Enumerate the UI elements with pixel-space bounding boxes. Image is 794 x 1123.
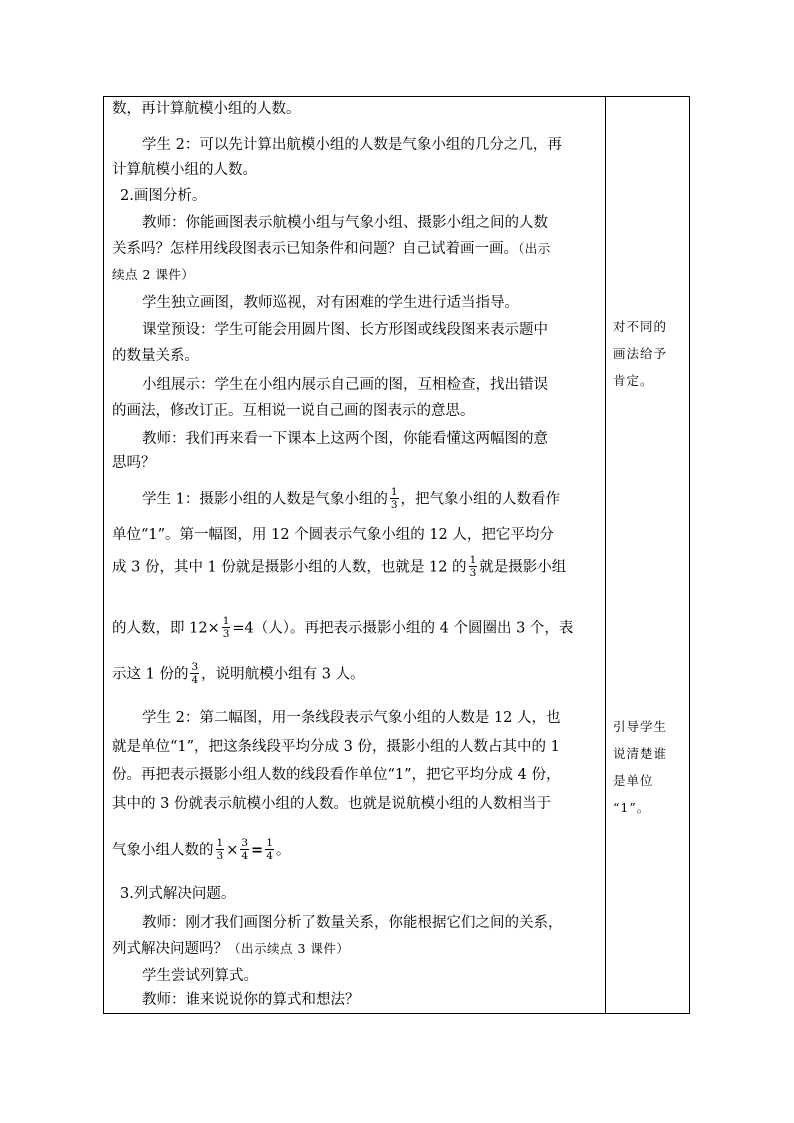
lesson-table — [103, 96, 690, 1014]
note-line: 对不同的 — [613, 319, 668, 334]
fraction-one-fourth: $\frac{1}{4}$ — [266, 837, 273, 862]
text-line — [112, 662, 365, 686]
fraction-one-third: $\frac{1}{3}$ — [469, 554, 477, 579]
text-line: 课堂预设：学生可能会用圆片图、长方形图或线段图来表示题中 — [142, 322, 548, 338]
text-span: （出示续点 3 课件） — [228, 941, 350, 956]
text-span: 的人数，即 12× — [112, 620, 220, 637]
text-span: 就是摄影小组 — [479, 559, 567, 576]
text-line: 份。再把表示摄影小组人数的线段看作单位“1”，把它平均分成 4 份， — [112, 767, 561, 783]
text-span: 学生 1：摄影小组的人数是气象小组的 — [142, 491, 388, 508]
times-sign: × — [226, 842, 239, 859]
text-line: 学生 2：可以先计算出航模小组的人数是气象小组的几分之几，再 — [142, 137, 562, 153]
section-heading: 3.列式解决问题。 — [120, 886, 236, 902]
column-divider — [605, 97, 606, 1013]
text-line — [112, 838, 290, 862]
text-line — [112, 239, 551, 259]
text-line: 学生独立画图，教师巡视，对有困难的学生进行适当指导。 — [142, 295, 519, 311]
note-line: 说清楚谁 — [613, 746, 668, 761]
note-line: 肯定。 — [613, 373, 654, 388]
text-span: 。 — [275, 842, 291, 859]
text-line: 其中的 3 份就表示航模小组的人数。也就是说航模小组的人数相当于 — [112, 796, 551, 812]
text-line: 学生 2：第二幅图，用一条线段表示气象小组的人数是 12 人，也 — [142, 710, 561, 726]
text-line: 教师：你能画图表示航模小组与气象小组、摄影小组之间的人数 — [142, 215, 548, 231]
fraction-one-third: $\frac{1}{3}$ — [222, 615, 230, 640]
text-line: 单位“1”。第一幅图，用 12 个圆表示气象小组的 12 人，把它平均分 — [112, 527, 554, 543]
text-line — [142, 487, 560, 511]
text-line: 计算航模小组的人数。 — [112, 162, 257, 178]
text-line: 续点 2 课件） — [112, 267, 195, 282]
equals-sign: = — [251, 841, 264, 859]
fraction-one-third: $\frac{1}{3}$ — [390, 486, 398, 511]
text-line: 数，再计算航模小组的人数。 — [112, 101, 301, 117]
text-line: 就是单位“1”，把这条线段平均分成 3 份，摄影小组的人数占其中的 1 — [112, 739, 560, 755]
text-line — [112, 555, 566, 579]
text-span: 成 3 份，其中 1 份就是摄影小组的人数，也就是 12 的 — [112, 559, 467, 576]
text-line: 小组展示：学生在小组内展示自己画的图，互相检查，找出错误 — [142, 377, 548, 393]
text-span: 列式解决问题吗？ — [112, 941, 228, 957]
text-line — [112, 616, 573, 640]
text-span: ，把气象小组的人数看作 — [400, 491, 561, 508]
text-span: 关系吗？怎样用线段图表示已知条件和问题？自己试着画一画。 — [112, 241, 518, 257]
fraction-three-fourths: $\frac{3}{4}$ — [241, 837, 249, 862]
text-span: ，说明航模小组有 3 人。 — [201, 666, 365, 683]
text-line: 的画法，修改订正。互相说一说自己画的图表示的意思。 — [112, 403, 475, 419]
section-heading: 2.画图分析。 — [120, 188, 207, 204]
text-line: 的数量关系。 — [112, 348, 199, 364]
fraction-one-third: $\frac{1}{3}$ — [216, 837, 224, 862]
text-line: 学生尝试列算式。 — [142, 968, 258, 984]
text-span: （出示 — [518, 241, 551, 256]
text-line — [112, 939, 349, 959]
text-line: 教师：刚才我们画图分析了数量关系，你能根据它们之间的关系， — [142, 915, 563, 931]
text-line: 教师：谁来说说你的算式和想法？ — [142, 992, 360, 1008]
note-line: 是单位 — [613, 773, 654, 788]
text-span: =4（人）。再把表示摄影小组的 4 个圆圈出 3 个，表 — [232, 620, 574, 637]
note-line: 引导学生 — [613, 719, 668, 734]
note-line: 画法给予 — [613, 346, 668, 361]
text-line: 思吗？ — [112, 455, 156, 471]
text-span: 气象小组人数的 — [112, 842, 214, 859]
note-line: “1”。 — [613, 800, 651, 815]
fraction-three-fourths: $\frac{3}{4}$ — [191, 661, 199, 686]
text-line: 教师：我们再来看一下课本上这两个图，你能看懂这两幅图的意 — [142, 431, 548, 447]
text-span: 示这 1 份的 — [112, 666, 189, 683]
